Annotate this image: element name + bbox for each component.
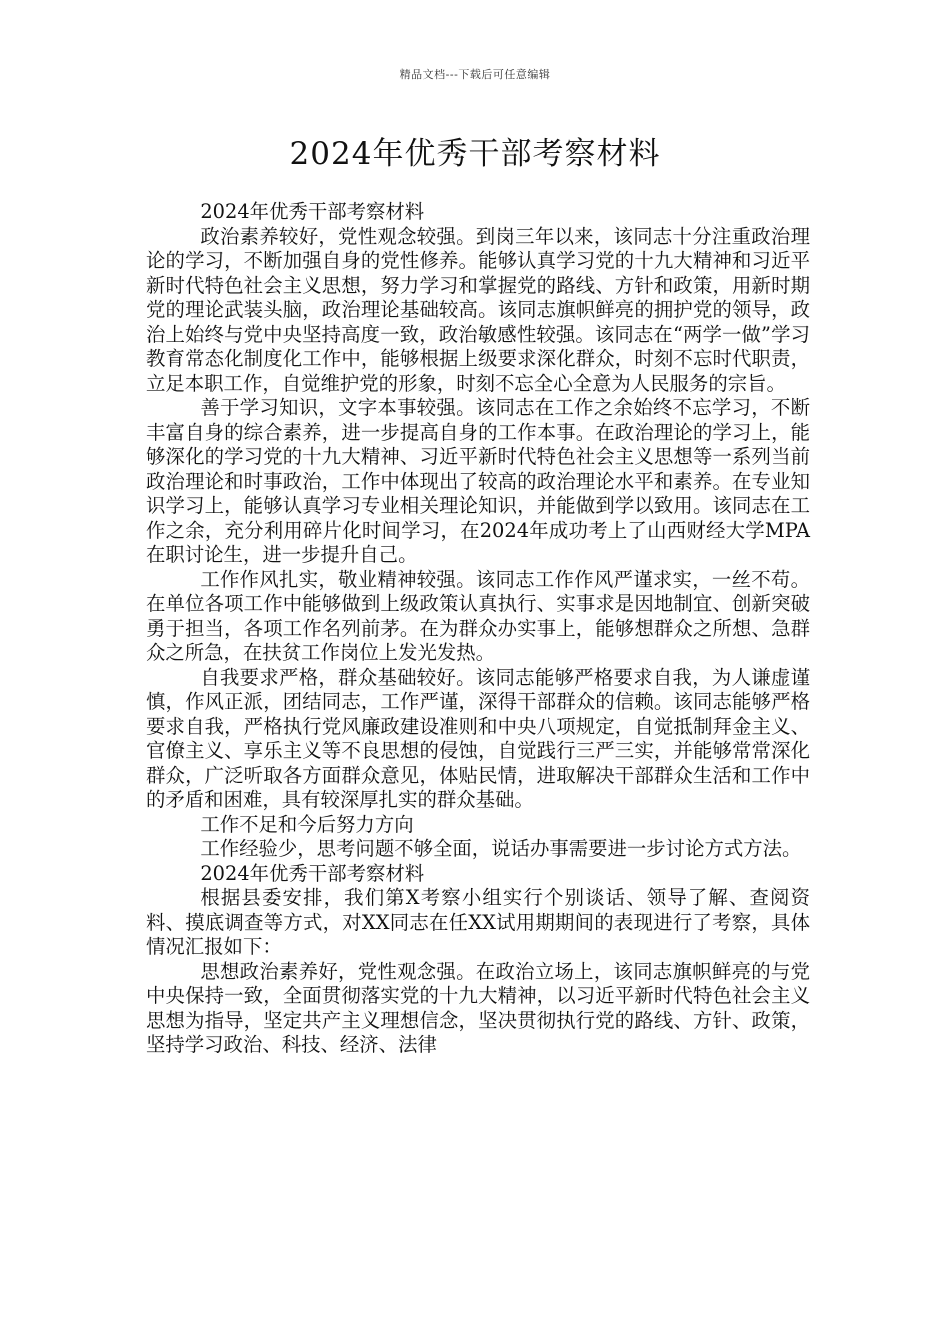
paragraph-shortcomings-heading: 工作不足和今后努力方向: [200, 812, 414, 836]
document-title: 2024年优秀干部考察材料: [289, 136, 661, 172]
document-body: [146, 200, 810, 1058]
paragraph-arrangement: 根据县委安排，我们第X考察小组实行个别谈话、领导了解、查阅资料、摸底调查等方式，对XX同志在任XX试用期期间的表现进行了考察，具体情况汇报如下：: [146, 886, 810, 958]
paragraph-subtitle-2: 2024年优秀干部考察材料: [200, 861, 425, 885]
paragraph-learning: 善于学习知识，文字本事较强。该同志在工作之余始终不忘学习，不断丰富自身的综合素养，进一步提高自身的工作本事。在政治理论的学习上，能够深化的学习党的十九大精神、习近平新时代特色社会主义思想等一系列当前政治理论和时事政治，工作中体现出了较高的政治理论水平和素养。在专业知识学习上，能够认真学习专业相关理论知识，并能做到学以致用。该同志在工作之余，充分利用碎片化时间学习，在2024年成功考上了山西财经大学MPA在职讨论生，进一步提升自己。: [146, 396, 810, 566]
paragraph-work-style: 工作作风扎实，敬业精神较强。该同志工作作风严谨求实，一丝不苟。在单位各项工作中能够做到上级政策认真执行、实事求是因地制宜、创新突破勇于担当，各项工作名列前茅。在为群众办实事上，能够想群众之所想、急群众之所急，在扶贫工作岗位上发光发热。: [146, 567, 810, 664]
paragraph-political-quality: 政治素养较好，党性观念较强。到岗三年以来，该同志十分注重政治理论的学习，不断加强自身的党性修养。能够认真学习党的十九大精神和习近平新时代特色社会主义思想，努力学习和掌握党的路线、方针和政策，用新时期党的理论武装头脑，政治理论基础较高。该同志旗帜鲜亮的拥护党的领导，政治上始终与党中央坚持高度一致，政治敏感性较强。该同志在“两学一做”学习教育常态化制度化工作中，能够根据上级要求深化群众，时刻不忘时代职责，立足本职工作，自觉维护党的形象，时刻不忘全心全意为人民服务的宗旨。: [146, 224, 810, 395]
header-note: 精品文档---下载后可任意编辑: [399, 68, 551, 81]
paragraph-shortcomings: 工作经验少，思考问题不够全面，说话办事需要进一步讨论方式方法。: [200, 837, 802, 860]
paragraph-ideology: 思想政治素养好，党性观念强。在政治立场上，该同志旗帜鲜亮的与党中央保持一致，全面贯彻落实党的十九大精神，以习近平新时代特色社会主义思想为指导，坚定共产主义理想信念，坚决贯彻执行党的路线、方针、政策，坚持学习政治、科技、经济、法律: [146, 959, 810, 1056]
paragraph-subtitle-1: 2024年优秀干部考察材料: [200, 200, 425, 223]
paragraph-self-discipline: 自我要求严格，群众基础较好。该同志能够严格要求自我，为人谦虚谨慎，作风正派，团结同志，工作严谨，深得干部群众的信赖。该同志能够严格要求自我，严格执行党风廉政建设准则和中央八项规定，自觉抵制拜金主义、官僚主义、享乐主义等不良思想的侵蚀，自觉践行三严三实，并能够常常深化群众，广泛听取各方面群众意见，体贴民情，进取解决干部群众生活和工作中的矛盾和困难，具有较深厚扎实的群众基础。: [146, 665, 810, 811]
